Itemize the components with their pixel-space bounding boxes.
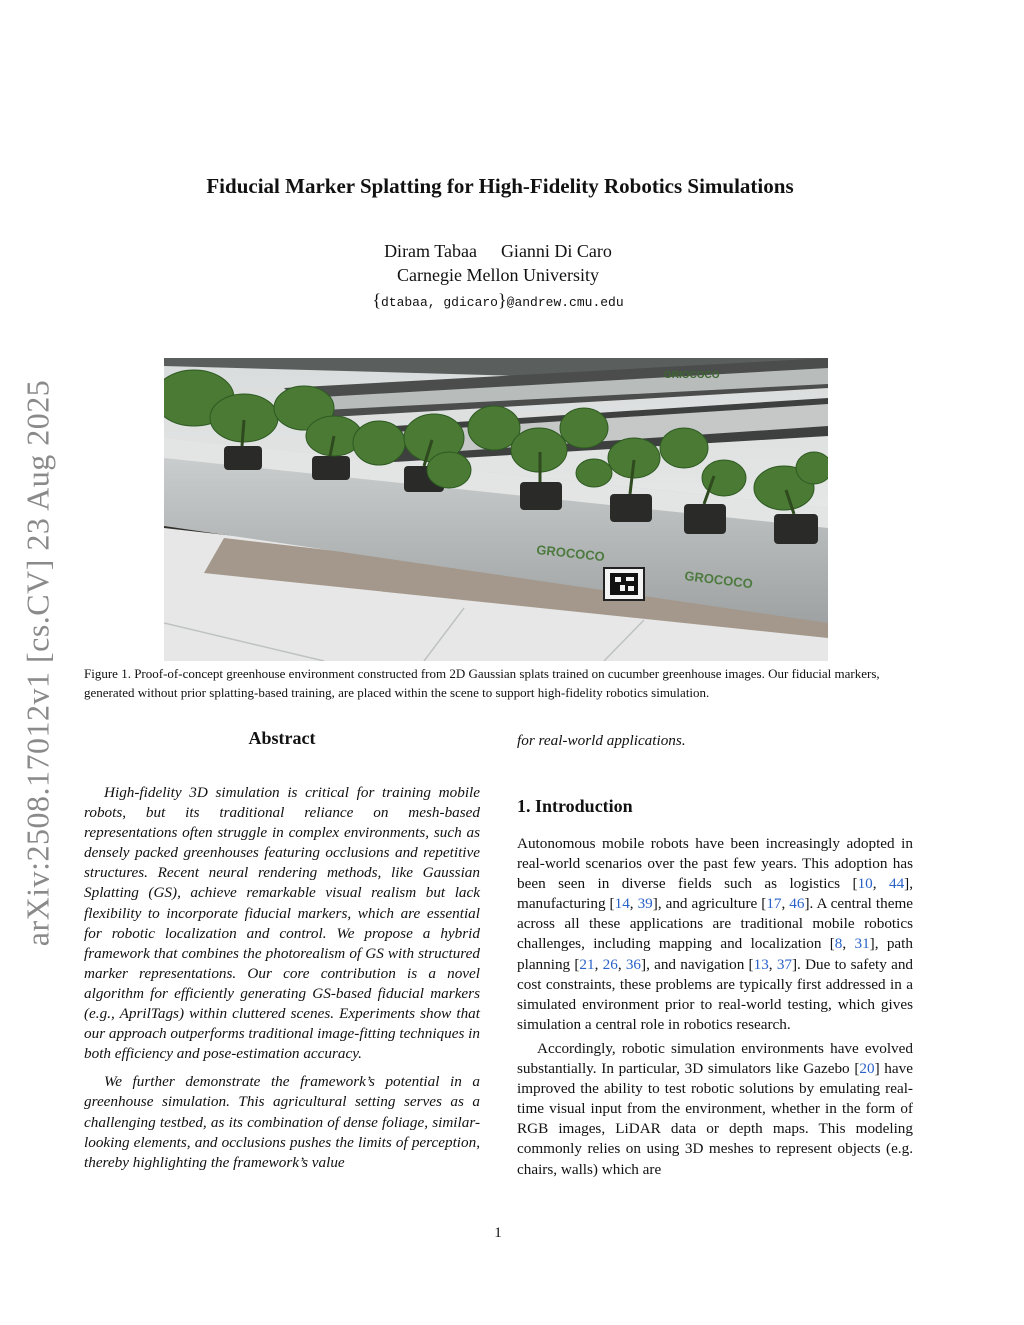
svg-text:GROCOCO: GROCOCO <box>683 568 754 592</box>
svg-text:GRIOCOCO: GRIOCOCO <box>664 370 720 381</box>
abstract-paragraph-1: High-fidelity 3D simulation is critical for training mobile robots, but its traditional reliance on mesh-based representations often struggle in complex environments, such as densely packed greenhouses featuring occlusions and repetitive structures. Recent neural rendering methods, like Gaussian Splatting (GS), achieve remarkable visual realism but lack flexibility to incorporate fiducial markers, which are essential for robotic localization and control. We propose a hybrid framework that combines the photorealism of GS with structured marker representations. Our core contribution is a novel algorithm for efficiently generating GS-based fiducial markers (e.g., AprilTags) within cluttered scenes. Experiments show that our approach outperforms traditional image-fitting techniques in both efficiency and pose-estimation accuracy. <box>84 784 480 1063</box>
citation-link[interactable]: 8 <box>834 935 843 953</box>
citation-link[interactable]: 31 <box>854 935 870 953</box>
citation-link[interactable]: 14 <box>614 895 630 913</box>
abstract-paragraph-2: We further demonstrate the framework’s potential in a greenhouse simulation. This agricultural setting serves as a challenging testbed, as its combination of dense foliage, similar-looking elements, and occlusions pushes the limits of perception, thereby highlighting the framework’s value <box>84 1073 480 1171</box>
author-email[interactable]: {dtabaa, gdicaro}@andrew.cmu.edu <box>372 290 624 310</box>
author-1: Diram Tabaa <box>384 241 477 261</box>
figure-greenhouse-image <box>164 358 828 661</box>
citation-link[interactable]: 20 <box>859 1060 875 1078</box>
authors <box>0 241 996 262</box>
citation-link[interactable]: 46 <box>789 895 805 913</box>
citation-link[interactable]: 36 <box>625 955 642 973</box>
arxiv-watermark <box>18 368 58 958</box>
citation-link[interactable]: 26 <box>602 955 618 973</box>
affiliation: Carnegie Mellon University <box>397 265 599 285</box>
intro-paragraph-1: Autonomous mobile robots have been increasingly adopted in real-world scenarios over the past few years. This adoption has been seen in diverse fields such as logistics [10, 44], manufacturing [14, 39], and agriculture [17, 46]. A central theme across all these applications are traditional mobile robotics challenges, including mapping and localization [8, 31], path planning [21, 26, 36], and navigation [13, 37]. Due to safety and cost constraints, these problems are typically first addressed in a simulated environment prior to real-world testing, which gives simulation a central role in robotics research. <box>517 835 914 1033</box>
citation-link[interactable]: 37 <box>776 955 792 973</box>
citation-link[interactable]: 13 <box>753 955 769 973</box>
citation-link[interactable]: 39 <box>637 895 653 913</box>
apriltag-marker <box>604 568 644 600</box>
citation-link[interactable]: 10 <box>857 875 873 893</box>
page-number: 1 <box>494 1225 502 1241</box>
abstract-body <box>84 783 480 1173</box>
svg-text:GROCOCO: GROCOCO <box>535 542 606 565</box>
abstract-continuation: for real-world applications. <box>517 732 686 749</box>
author-2: Gianni Di Caro <box>500 241 612 261</box>
introduction-body <box>517 834 913 1180</box>
arxiv-id: arXiv:2508.17012v1 [cs.CV] 23 Aug 2025 <box>19 379 56 947</box>
intro-paragraph-2: Accordingly, robotic simulation environments have evolved substantially. In particular, 3D simulators like Gazebo [20] have improved the ability to test robotic solutions by emulating real-time visual input from the environment, whether in the form of RGB images, LiDAR data or depth maps. This modeling commonly relies on using 3D meshes to represent objects (e.g. chairs, walls) which are <box>517 1039 913 1178</box>
citation-link[interactable]: 44 <box>888 875 905 893</box>
citation-link[interactable]: 21 <box>579 955 595 973</box>
section-heading-introduction: 1. Introduction <box>517 796 633 816</box>
figure-caption: Figure 1. Proof-of-concept greenhouse environment constructed from 2D Gaussian splats trained on cucumber greenhouse images. Our fiducial markers, generated without prior splatting-based training, are placed within the scene to support high-fidelity robotics simulation. <box>84 666 880 700</box>
citation-link[interactable]: 17 <box>766 895 782 913</box>
paper-title: Fiducial Marker Splatting for High-Fidelity Robotics Simulations <box>206 174 794 198</box>
abstract-heading: Abstract <box>248 728 316 748</box>
